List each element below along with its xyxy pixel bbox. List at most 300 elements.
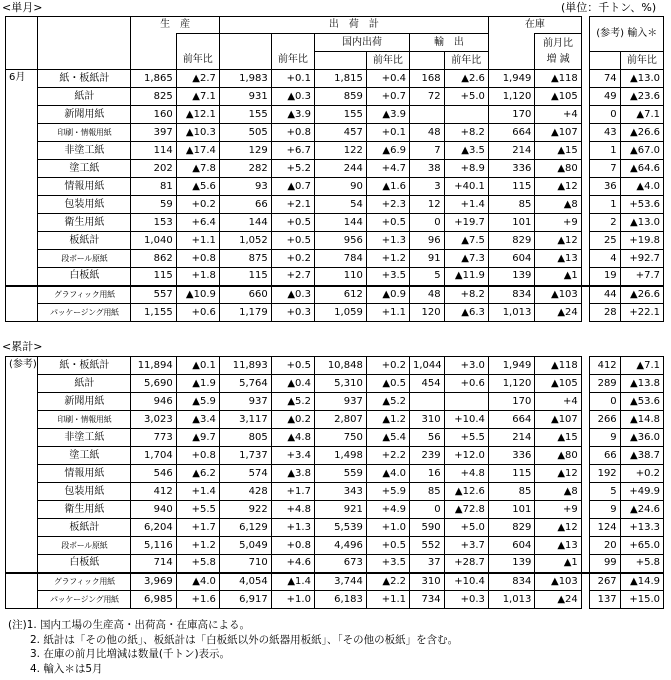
period-cell xyxy=(6,555,38,573)
cell-export: 3 xyxy=(410,178,445,196)
cell-imports-yoy: ▲26.6 xyxy=(620,286,663,304)
cell-shipments-yoy: ▲0.3 xyxy=(271,88,314,106)
period-cell xyxy=(6,447,38,465)
cell-export-yoy: +40.1 xyxy=(444,178,488,196)
header-yoy: 前年比 xyxy=(444,52,488,70)
cell-production: 5,116 xyxy=(131,537,176,555)
cell-imports-yoy: ▲13.0 xyxy=(620,214,663,232)
cell-production: 1,040 xyxy=(131,232,176,250)
cell-inventory-change: ▲13 xyxy=(535,250,581,268)
cell-export-yoy xyxy=(444,106,488,124)
caption-cumulative: <累計> xyxy=(2,340,43,353)
cell-shipments-yoy: ▲0.4 xyxy=(271,375,314,393)
cell-imports-yoy: +65.0 xyxy=(620,537,663,555)
header-production: 生 産 xyxy=(131,17,220,34)
cell-domestic: 122 xyxy=(314,142,366,160)
item-name: 塗工紙 xyxy=(38,160,131,178)
item-name: 板紙計 xyxy=(38,519,131,537)
cell-production-yoy: ▲3.4 xyxy=(176,411,219,429)
cell-shipments-yoy: ▲0.7 xyxy=(271,178,314,196)
cell-shipments: 11,893 xyxy=(219,357,271,375)
period-cell xyxy=(6,178,38,196)
cell-export: 7 xyxy=(410,142,445,160)
cell-export-yoy: +3.7 xyxy=(444,537,488,555)
cell-imports: 412 xyxy=(590,357,620,375)
cell-export: 85 xyxy=(410,483,445,501)
cell-export-yoy: ▲7.5 xyxy=(444,232,488,250)
cell-imports: 9 xyxy=(590,429,620,447)
period-cell xyxy=(6,429,38,447)
header-export: 輸 出 xyxy=(410,34,489,52)
item-name: 印刷・情報用紙 xyxy=(38,124,131,142)
period-cell xyxy=(6,573,38,591)
cell-export-yoy: +5.0 xyxy=(444,519,488,537)
column-gap xyxy=(581,591,590,609)
cell-production-yoy: ▲9.7 xyxy=(176,429,219,447)
period-cell xyxy=(6,519,38,537)
cell-imports-yoy: ▲14.8 xyxy=(620,411,663,429)
cell-inventory-change: ▲105 xyxy=(535,375,581,393)
cell-production: 1,155 xyxy=(131,304,176,322)
header-blank xyxy=(410,52,445,70)
cell-inventory: 85 xyxy=(488,483,534,501)
cell-inventory-change: ▲107 xyxy=(535,411,581,429)
cell-shipments: 505 xyxy=(219,124,271,142)
column-gap xyxy=(581,573,590,591)
cell-imports: 1 xyxy=(590,196,620,214)
table-row xyxy=(6,555,664,573)
cell-domestic-yoy: +4.7 xyxy=(366,160,409,178)
column-gap xyxy=(581,142,590,160)
table-row xyxy=(6,591,664,609)
period-cell xyxy=(6,106,38,124)
cell-imports-yoy: +19.8 xyxy=(620,232,663,250)
cell-inventory: 214 xyxy=(488,142,534,160)
cell-shipments: 428 xyxy=(219,483,271,501)
cell-shipments: 710 xyxy=(219,555,271,573)
cell-imports: 7 xyxy=(590,160,620,178)
item-name: 非塗工紙 xyxy=(38,429,131,447)
cell-production-yoy: ▲10.9 xyxy=(176,286,219,304)
cell-export-yoy: +8.2 xyxy=(444,124,488,142)
cell-imports: 124 xyxy=(590,519,620,537)
cell-shipments: 115 xyxy=(219,268,271,286)
period-cell xyxy=(6,591,38,609)
cell-production: 160 xyxy=(131,106,176,124)
monthly-table xyxy=(5,16,664,322)
column-gap xyxy=(581,447,590,465)
item-name: 段ボール原紙 xyxy=(38,537,131,555)
cell-domestic-yoy: +1.2 xyxy=(366,250,409,268)
cell-domestic-yoy: +5.9 xyxy=(366,483,409,501)
cell-inventory: 834 xyxy=(488,573,534,591)
cell-export: 37 xyxy=(410,555,445,573)
cell-production: 714 xyxy=(131,555,176,573)
cell-imports-yoy: +0.2 xyxy=(620,465,663,483)
cell-imports-yoy: +49.9 xyxy=(620,483,663,501)
period-cell xyxy=(6,124,38,142)
header-blank xyxy=(6,34,38,52)
cell-inventory-change: ▲118 xyxy=(535,70,581,88)
cell-export: 552 xyxy=(410,537,445,555)
cell-imports: 2 xyxy=(590,214,620,232)
cell-inventory: 139 xyxy=(488,268,534,286)
item-name: 新聞用紙 xyxy=(38,393,131,411)
cumulative-table xyxy=(5,356,664,609)
cell-export-yoy: +5.0 xyxy=(444,88,488,106)
cell-imports: 4 xyxy=(590,250,620,268)
cell-production: 825 xyxy=(131,88,176,106)
cell-imports-yoy: ▲7.1 xyxy=(620,357,663,375)
cell-shipments-yoy: +0.2 xyxy=(271,250,314,268)
cell-domestic-yoy: +2.3 xyxy=(366,196,409,214)
cell-inventory: 1,120 xyxy=(488,375,534,393)
cell-inventory-change: ▲8 xyxy=(535,196,581,214)
column-gap xyxy=(581,17,590,34)
table-row xyxy=(6,447,664,465)
period-cell xyxy=(6,214,38,232)
cell-imports-yoy: ▲67.0 xyxy=(620,142,663,160)
cell-export: 48 xyxy=(410,286,445,304)
cell-production: 11,894 xyxy=(131,357,176,375)
cell-production-yoy: ▲12.1 xyxy=(176,106,219,124)
column-gap xyxy=(581,537,590,555)
cell-production-yoy: ▲17.4 xyxy=(176,142,219,160)
cell-domestic: 559 xyxy=(314,465,366,483)
cell-shipments-yoy: +0.5 xyxy=(271,214,314,232)
cell-imports: 1 xyxy=(590,142,620,160)
column-gap xyxy=(581,214,590,232)
cell-export-yoy: ▲12.6 xyxy=(444,483,488,501)
cell-production: 3,969 xyxy=(131,573,176,591)
cell-production-yoy: +6.4 xyxy=(176,214,219,232)
table-row xyxy=(6,196,664,214)
header-yoy: 前年比 xyxy=(620,52,663,70)
cell-imports-yoy: +92.7 xyxy=(620,250,663,268)
item-name: 包装用紙 xyxy=(38,196,131,214)
table-row xyxy=(6,519,664,537)
cell-domestic-yoy: +1.0 xyxy=(366,519,409,537)
cell-export: 91 xyxy=(410,250,445,268)
cell-imports-yoy: ▲64.6 xyxy=(620,160,663,178)
period-cell xyxy=(6,465,38,483)
cell-shipments-yoy: ▲1.4 xyxy=(271,573,314,591)
cell-domestic-yoy: ▲0.9 xyxy=(366,286,409,304)
table-row xyxy=(6,232,664,250)
cell-domestic-yoy: ▲6.9 xyxy=(366,142,409,160)
cell-production: 862 xyxy=(131,250,176,268)
cell-inventory-change: ▲12 xyxy=(535,232,581,250)
cell-domestic-yoy: +4.9 xyxy=(366,501,409,519)
column-gap xyxy=(581,286,590,304)
cell-imports: 0 xyxy=(590,393,620,411)
table-row xyxy=(6,537,664,555)
header-blank xyxy=(38,17,131,34)
period-cell: 6月 xyxy=(6,70,38,88)
header-blank xyxy=(38,52,131,70)
cell-inventory-change: ▲103 xyxy=(535,286,581,304)
cell-production-yoy: ▲1.9 xyxy=(176,375,219,393)
cell-inventory-change: ▲118 xyxy=(535,357,581,375)
cell-imports: 9 xyxy=(590,501,620,519)
cell-shipments-yoy: ▲4.8 xyxy=(271,429,314,447)
column-gap xyxy=(581,393,590,411)
cell-production: 397 xyxy=(131,124,176,142)
cell-production: 114 xyxy=(131,142,176,160)
cell-production-yoy: ▲7.8 xyxy=(176,160,219,178)
table-row xyxy=(6,268,664,286)
cell-imports-yoy: ▲36.0 xyxy=(620,429,663,447)
cell-domestic: 343 xyxy=(314,483,366,501)
cell-production: 546 xyxy=(131,465,176,483)
cell-export: 96 xyxy=(410,232,445,250)
column-gap xyxy=(581,124,590,142)
header-yoy: 前年比 xyxy=(176,52,219,70)
period-cell xyxy=(6,393,38,411)
cell-inventory-change: ▲80 xyxy=(535,160,581,178)
cell-inventory: 336 xyxy=(488,160,534,178)
cell-shipments-yoy: +1.7 xyxy=(271,483,314,501)
cell-production-yoy: ▲2.7 xyxy=(176,70,219,88)
cell-export: 310 xyxy=(410,411,445,429)
cell-inventory-change: ▲15 xyxy=(535,429,581,447)
cell-inventory-change: ▲12 xyxy=(535,465,581,483)
cell-export-yoy: +28.7 xyxy=(444,555,488,573)
cell-domestic-yoy: +1.3 xyxy=(366,232,409,250)
cell-domestic-yoy: +1.1 xyxy=(366,591,409,609)
cell-domestic: 155 xyxy=(314,106,366,124)
header-inventory: 在庫 xyxy=(488,17,581,34)
cell-domestic: 956 xyxy=(314,232,366,250)
cell-inventory: 1,949 xyxy=(488,357,534,375)
cell-shipments: 4,054 xyxy=(219,573,271,591)
column-gap xyxy=(581,501,590,519)
table-row xyxy=(6,465,664,483)
cell-imports-yoy: ▲24.6 xyxy=(620,501,663,519)
cell-production-yoy: ▲7.1 xyxy=(176,88,219,106)
cell-shipments-yoy: +0.3 xyxy=(271,304,314,322)
cell-export-yoy: +3.0 xyxy=(444,357,488,375)
cell-production: 153 xyxy=(131,214,176,232)
header-blank xyxy=(590,52,620,70)
cell-production: 1,704 xyxy=(131,447,176,465)
cell-production-yoy: +0.2 xyxy=(176,196,219,214)
column-gap xyxy=(581,34,590,52)
header-blank xyxy=(6,52,38,70)
notes xyxy=(8,618,459,676)
cell-shipments: 1,179 xyxy=(219,304,271,322)
table-row xyxy=(6,357,664,375)
cell-domestic: 1,498 xyxy=(314,447,366,465)
period-cell xyxy=(6,483,38,501)
cell-domestic-yoy: +0.4 xyxy=(366,70,409,88)
cell-export-yoy: ▲2.6 xyxy=(444,70,488,88)
cell-domestic-yoy: +0.7 xyxy=(366,88,409,106)
cell-shipments: 1,737 xyxy=(219,447,271,465)
cell-imports: 266 xyxy=(590,411,620,429)
cell-domestic: 144 xyxy=(314,214,366,232)
cell-shipments: 875 xyxy=(219,250,271,268)
item-name: 紙計 xyxy=(38,88,131,106)
cell-production: 6,204 xyxy=(131,519,176,537)
cell-shipments: 93 xyxy=(219,178,271,196)
cell-export: 56 xyxy=(410,429,445,447)
header-blank xyxy=(176,34,219,52)
note-3: 3. 在庫の前月比増減は数量(千トン)表示。 xyxy=(30,648,231,660)
cell-imports: 137 xyxy=(590,591,620,609)
cell-export: 72 xyxy=(410,88,445,106)
cell-export-yoy: +0.6 xyxy=(444,375,488,393)
cell-domestic: 5,310 xyxy=(314,375,366,393)
cell-production: 115 xyxy=(131,268,176,286)
cell-imports-yoy: ▲38.7 xyxy=(620,447,663,465)
table-row xyxy=(6,250,664,268)
header-blank xyxy=(131,34,176,52)
item-name: 白板紙 xyxy=(38,268,131,286)
cell-domestic: 859 xyxy=(314,88,366,106)
cell-inventory-change: +9 xyxy=(535,214,581,232)
cell-shipments-yoy: +4.6 xyxy=(271,555,314,573)
cell-production-yoy: +1.8 xyxy=(176,268,219,286)
period-cell xyxy=(6,501,38,519)
cell-export-yoy: +12.0 xyxy=(444,447,488,465)
column-gap xyxy=(581,465,590,483)
period-cell xyxy=(6,286,38,304)
header-blank xyxy=(314,52,366,70)
header-blank xyxy=(219,52,271,70)
cell-export-yoy: +8.9 xyxy=(444,160,488,178)
table-row xyxy=(6,124,664,142)
period-cell xyxy=(6,268,38,286)
cell-production-yoy: +5.8 xyxy=(176,555,219,573)
cell-domestic-yoy: ▲3.9 xyxy=(366,106,409,124)
cell-inventory-change: ▲12 xyxy=(535,178,581,196)
cell-production-yoy: +1.1 xyxy=(176,232,219,250)
cell-imports: 74 xyxy=(590,70,620,88)
cell-shipments: 805 xyxy=(219,429,271,447)
cell-shipments-yoy: +0.5 xyxy=(271,357,314,375)
cell-shipments-yoy: ▲0.2 xyxy=(271,411,314,429)
cell-shipments-yoy: ▲3.8 xyxy=(271,465,314,483)
cell-inventory-change: ▲8 xyxy=(535,483,581,501)
cell-production-yoy: ▲6.2 xyxy=(176,465,219,483)
cell-inventory: 85 xyxy=(488,196,534,214)
cell-export-yoy: +0.3 xyxy=(444,591,488,609)
column-gap xyxy=(581,52,590,70)
header-blank xyxy=(219,34,271,52)
cell-inventory-change: ▲105 xyxy=(535,88,581,106)
column-gap xyxy=(581,196,590,214)
cell-production: 940 xyxy=(131,501,176,519)
cell-inventory: 170 xyxy=(488,393,534,411)
cell-domestic: 3,744 xyxy=(314,573,366,591)
cell-inventory: 664 xyxy=(488,411,534,429)
cell-shipments: 144 xyxy=(219,214,271,232)
cell-domestic-yoy: +0.1 xyxy=(366,124,409,142)
item-name: 新聞用紙 xyxy=(38,106,131,124)
cell-shipments: 1,052 xyxy=(219,232,271,250)
period-cell xyxy=(6,537,38,555)
column-gap xyxy=(581,375,590,393)
cell-domestic-yoy: +0.2 xyxy=(366,357,409,375)
cell-domestic-yoy: +3.5 xyxy=(366,555,409,573)
cell-inventory: 1,013 xyxy=(488,591,534,609)
cell-imports: 28 xyxy=(590,304,620,322)
cell-export: 310 xyxy=(410,573,445,591)
item-name: 包装用紙 xyxy=(38,483,131,501)
cell-domestic-yoy: ▲0.5 xyxy=(366,375,409,393)
cell-production: 773 xyxy=(131,429,176,447)
cell-domestic: 1,815 xyxy=(314,70,366,88)
cell-shipments: 931 xyxy=(219,88,271,106)
period-cell xyxy=(6,232,38,250)
cell-domestic: 5,539 xyxy=(314,519,366,537)
cell-shipments: 574 xyxy=(219,465,271,483)
note-2: 2. 紙計は「その他の紙」、板紙計は「白板紙以外の紙器用板紙」、「その他の板紙」を含む。 xyxy=(30,633,459,646)
cell-domestic: 750 xyxy=(314,429,366,447)
cell-inventory-change: ▲80 xyxy=(535,447,581,465)
cell-domestic: 1,059 xyxy=(314,304,366,322)
cell-production: 202 xyxy=(131,160,176,178)
cell-imports: 66 xyxy=(590,447,620,465)
item-name: 非塗工紙 xyxy=(38,142,131,160)
cell-inventory-change: ▲15 xyxy=(535,142,581,160)
cell-shipments: 66 xyxy=(219,196,271,214)
cell-export-yoy: +1.4 xyxy=(444,196,488,214)
header-blank xyxy=(488,34,534,52)
cell-imports: 0 xyxy=(590,106,620,124)
cell-shipments: 5,049 xyxy=(219,537,271,555)
cell-inventory-change: +9 xyxy=(535,501,581,519)
note-4: 4. 輸入＊は5月 xyxy=(30,662,103,675)
monthly-table-body xyxy=(6,17,664,322)
item-name: グラフィック用紙 xyxy=(38,286,131,304)
table-row xyxy=(6,178,664,196)
cell-inventory-change: ▲103 xyxy=(535,573,581,591)
cell-shipments-yoy: ▲5.2 xyxy=(271,393,314,411)
cell-domestic-yoy: +0.5 xyxy=(366,214,409,232)
header-blank xyxy=(271,34,314,52)
cell-inventory: 604 xyxy=(488,537,534,555)
cell-domestic: 110 xyxy=(314,268,366,286)
cell-shipments: 155 xyxy=(219,106,271,124)
cell-shipments: 937 xyxy=(219,393,271,411)
cell-inventory: 1,013 xyxy=(488,304,534,322)
cell-domestic-yoy: ▲1.2 xyxy=(366,411,409,429)
cell-imports: 289 xyxy=(590,375,620,393)
cell-shipments: 660 xyxy=(219,286,271,304)
cell-export-yoy: ▲7.3 xyxy=(444,250,488,268)
cell-export: 120 xyxy=(410,304,445,322)
cell-domestic-yoy: +0.5 xyxy=(366,537,409,555)
cell-imports: 25 xyxy=(590,232,620,250)
cell-shipments-yoy: ▲3.9 xyxy=(271,106,314,124)
period-cell xyxy=(6,411,38,429)
cell-domestic: 673 xyxy=(314,555,366,573)
cell-imports-yoy: +7.7 xyxy=(620,268,663,286)
item-name: グラフィック用紙 xyxy=(38,573,131,591)
cell-imports-yoy: +53.6 xyxy=(620,196,663,214)
cell-export-yoy: +10.4 xyxy=(444,411,488,429)
cell-production: 412 xyxy=(131,483,176,501)
cell-domestic-yoy: +2.2 xyxy=(366,447,409,465)
cell-shipments: 129 xyxy=(219,142,271,160)
cell-inventory: 170 xyxy=(488,106,534,124)
cell-inventory-change: ▲24 xyxy=(535,304,581,322)
header-blank xyxy=(6,17,38,34)
cell-domestic: 54 xyxy=(314,196,366,214)
cell-domestic: 784 xyxy=(314,250,366,268)
